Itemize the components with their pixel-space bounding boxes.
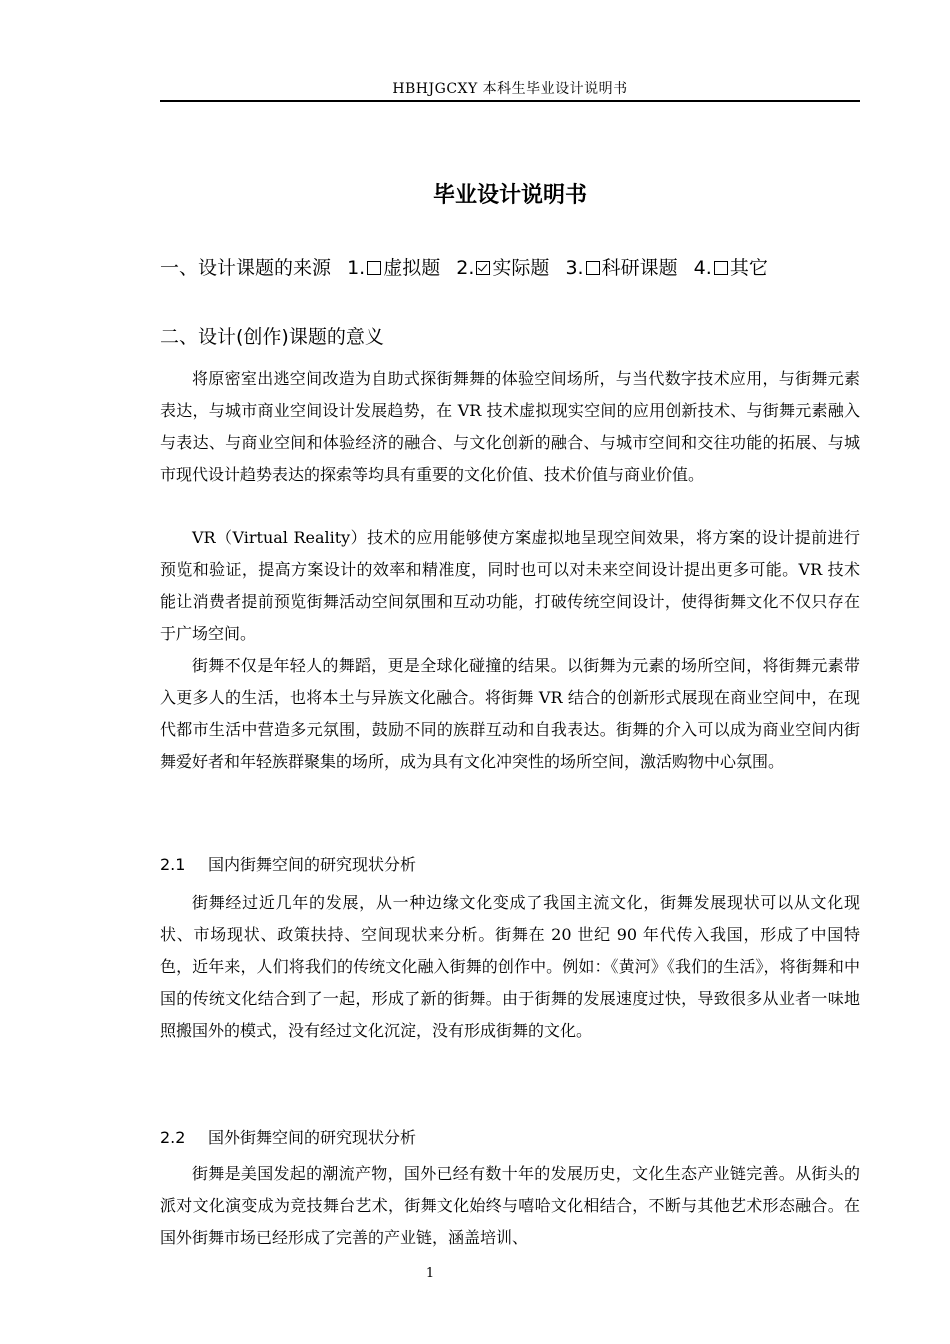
unchecked-box-icon [714,261,728,275]
significance-paragraph-3: 街舞不仅是年轻人的舞蹈，更是全球化碰撞的结果。以街舞为元素的场所空间，将街舞元素带入更多人的生活，也将本土与异族文化融合。将街舞 VR 结合的创新形式展现在商业空间中，在现代都市生活中营造多元氛围，鼓励不同的族群互动和自我表达。街舞的介入可以成为商业空间内街舞爱好者和年轻族群聚集的场所，成为具有文化冲突性的场所空间，激活购物中心氛围。 [160,656,860,771]
option-number: 1. [347,257,366,279]
subsection-number: 2.2 [160,1128,186,1147]
section-2-heading: 二、设计(创作)课题的意义 [160,326,384,348]
subsection-title: 国内街舞空间的研究现状分析 [208,855,417,874]
unchecked-box-icon [367,261,381,275]
significance-paragraph-1: 将原密室出逃空间改造为自助式探街舞舞的体验空间场所，与当代数字技术应用，与街舞元素表达，与城市商业空间设计发展趋势，在 VR 技术虚拟现实空间的应用创新技术、与街舞元素融入与表达、与商业空间和体验经济的融合、与文化创新的融合、与城市空间和交往功能的拓展、与城市现代设计趋势表达的探索等均具有重要的文化价值、技术价值与商业价值。 [160,369,860,484]
topic-option-other [694,257,768,279]
topic-option-research [565,257,677,279]
option-number: 2. [456,257,475,279]
section-1-label: 一、设计课题的来源 [160,257,332,279]
subsection-2-1-heading [160,852,416,875]
option-number: 4. [693,257,712,279]
header-divider [160,100,860,102]
topic-option-virtual [347,257,440,279]
significance-paragraph-2: VR（Virtual Reality）技术的应用能够使方案虚拟地呈现空间效果，将方案的设计提前进行预览和验证，提高方案设计的效率和精准度，同时也可以对未来空间设计提出更多可能。VR 技术能让消费者提前预览街舞活动空间氛围和互动功能，打破传统空间设计，使得街舞文化不仅只存在于广场空间。 [160,528,860,643]
subsection-number: 2.1 [160,855,186,874]
option-number: 3. [565,257,584,279]
topic-option-actual [456,257,549,279]
subsection-2-2-heading [160,1125,416,1148]
page-number: 1 [425,1266,435,1281]
unchecked-box-icon [586,261,600,275]
running-header: HBHJGCXY 本科生毕业设计说明书 [392,81,628,97]
document-title: 毕业设计说明书 [432,183,587,208]
option-label: 其它 [729,257,768,279]
option-label: 虚拟题 [383,257,441,279]
section-1-heading [160,253,768,280]
subsection-title: 国外街舞空间的研究现状分析 [208,1128,417,1147]
option-label: 实际题 [492,257,550,279]
subsection-2-1-paragraph: 街舞经过近几年的发展，从一种边缘文化变成了我国主流文化，街舞发展现状可以从文化现状、市场现状、政策扶持、空间现状来分析。街舞在 20 世纪 90 年代传入我国，形成了中国特色，近年来，人们将我们的传统文化融入街舞的创作中。例如：《黄河》《我们的生活》，将街舞和中国的传统文化结合到了一起，形成了新的街舞。由于街舞的发展速度过快，导致很多从业者一味地照搬国外的模式，没有经过文化沉淀，没有形成街舞的文化。 [160,893,860,1040]
subsection-2-2-paragraph: 街舞是美国发起的潮流产物，国外已经有数十年的发展历史，文化生态产业链完善。从街头的派对文化演变成为竞技舞台艺术，街舞文化始终与嘻哈文化相结合，不断与其他艺术形态融合。在国外街舞市场已经形成了完善的产业链，涵盖培训、 [160,1164,860,1247]
checked-box-icon [476,261,490,275]
option-label: 科研课题 [601,257,678,279]
